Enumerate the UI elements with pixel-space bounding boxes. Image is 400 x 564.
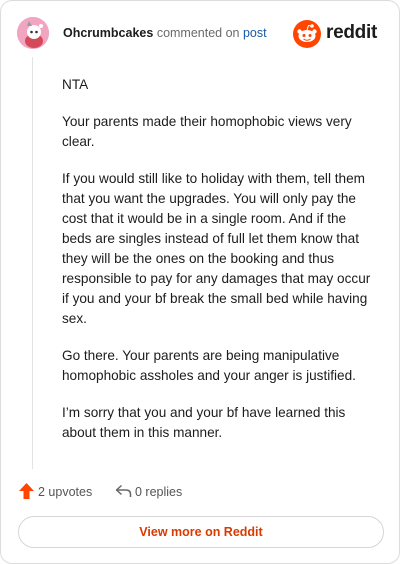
- comment-footer: [19, 481, 379, 503]
- post-link[interactable]: post: [242, 26, 267, 40]
- avatar[interactable]: [17, 17, 49, 49]
- upvotes-count: 2 upvotes: [38, 485, 93, 499]
- reply-icon[interactable]: [115, 484, 132, 498]
- comment-paragraph: Go there. Your parents are being manipulative homophobic assholes and your anger is justified.: [62, 348, 356, 383]
- upvote-arrow-icon[interactable]: [19, 483, 34, 499]
- reddit-logo-icon: [293, 20, 321, 48]
- comment-header: [17, 17, 383, 51]
- thread-line: [32, 57, 33, 469]
- username-link[interactable]: Ohcrumbcakes: [63, 26, 154, 40]
- comment-body: [62, 75, 374, 460]
- reddit-wordmark: reddit: [326, 22, 377, 43]
- comment-paragraph: NTA: [62, 77, 89, 92]
- replies-count: 0 replies: [135, 485, 183, 499]
- reddit-logo[interactable]: [293, 20, 383, 48]
- commented-on-text: commented on: [156, 26, 240, 40]
- view-more-button[interactable]: View more on Reddit: [18, 516, 384, 548]
- comment-paragraph: Your parents made their homophobic views very clear.: [62, 114, 352, 149]
- comment-paragraph: I’m sorry that you and your bf have learned this about them in this manner.: [62, 405, 346, 440]
- comment-paragraph: If you would still like to holiday with them, tell them that you want the upgrades. You will only pay the cost that it would be in a single room. And if the beds are singles instead of full let them know that they will be the ones on the booking and thus responsible to pay for any damages that may occur if you and your bf break the small bed while having sex.: [62, 171, 371, 326]
- header-byline: [63, 26, 267, 40]
